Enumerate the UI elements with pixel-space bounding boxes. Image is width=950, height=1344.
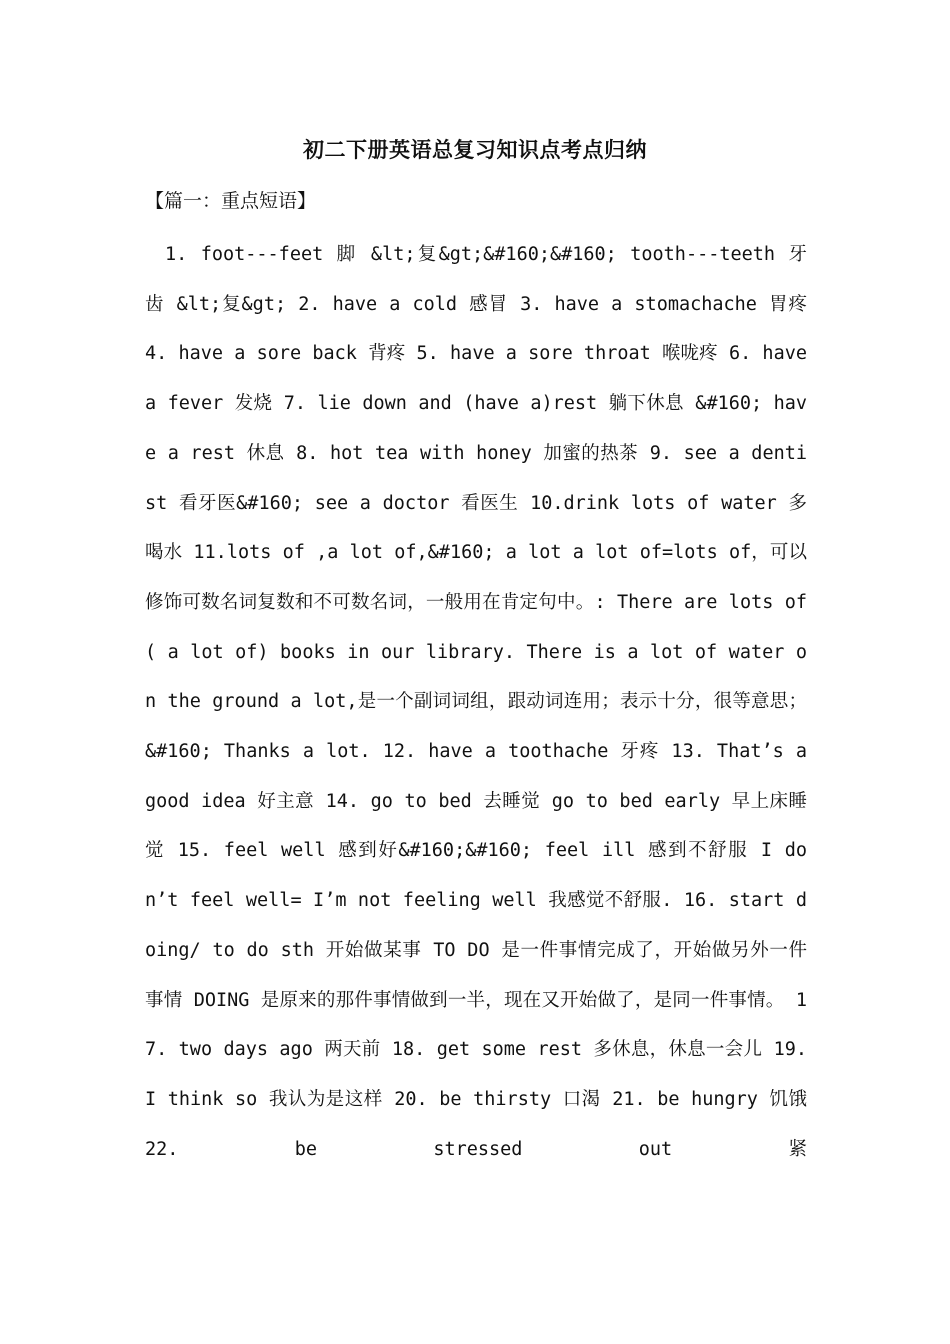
section-heading: 【篇一：重点短语】 (145, 190, 317, 212)
body-paragraph: 1. foot---feet 脚 &lt;复&gt;&#160;&#160; tooth---teeth 牙齿 &lt;复&gt; 2. have a cold 感冒 3. have a stomachache 胃疼 4. have a sore back 背疼 5. have a sore throat 喉咙疼 6. have a fever 发烧 7. lie down and (have a)rest 躺下休息 &#160; have a rest 休息 8. hot tea with honey 加蜜的热茶 9. see a dentist 看牙医&#160; see a doctor 看医生 10.drink lots of water 多喝水 11.lots of ,a lot of,&#160; a lot a lot of=lots of，可以修饰可数名词复数和不可数名词，一般用在肯定句中。: There are lots of ( a lot of) books in our library. There is a lot of water on the ground a lot,是一个副词词组，跟动词连用；表示十分，很等意思；&#160; Thanks a lot. 12. have a toothache 牙疼 13. That’s a good idea 好主意 14. go to bed 去睡觉 go to bed early 早上床睡觉 15. feel well 感到好&#160;&#160; feel ill 感到不舒服 I don’t feel well= I’m not feeling well 我感觉不舒服. 16. start doing/ to do sth 开始做某事 TO DO 是一件事情完成了，开始做另外一件事情 DOING 是原来的那件事情做到一半，现在又开始做了，是同一件事情。 17. two days ago 两天前 18. get some rest 多休息，休息一会儿 19. I think so 我认为是这样 20. be thirsty 口渴 21. be hungry 饥饿 22. be stressed out 紧 (145, 244, 807, 1160)
document-title: 初二下册英语总复习知识点考点归纳 (303, 138, 647, 162)
